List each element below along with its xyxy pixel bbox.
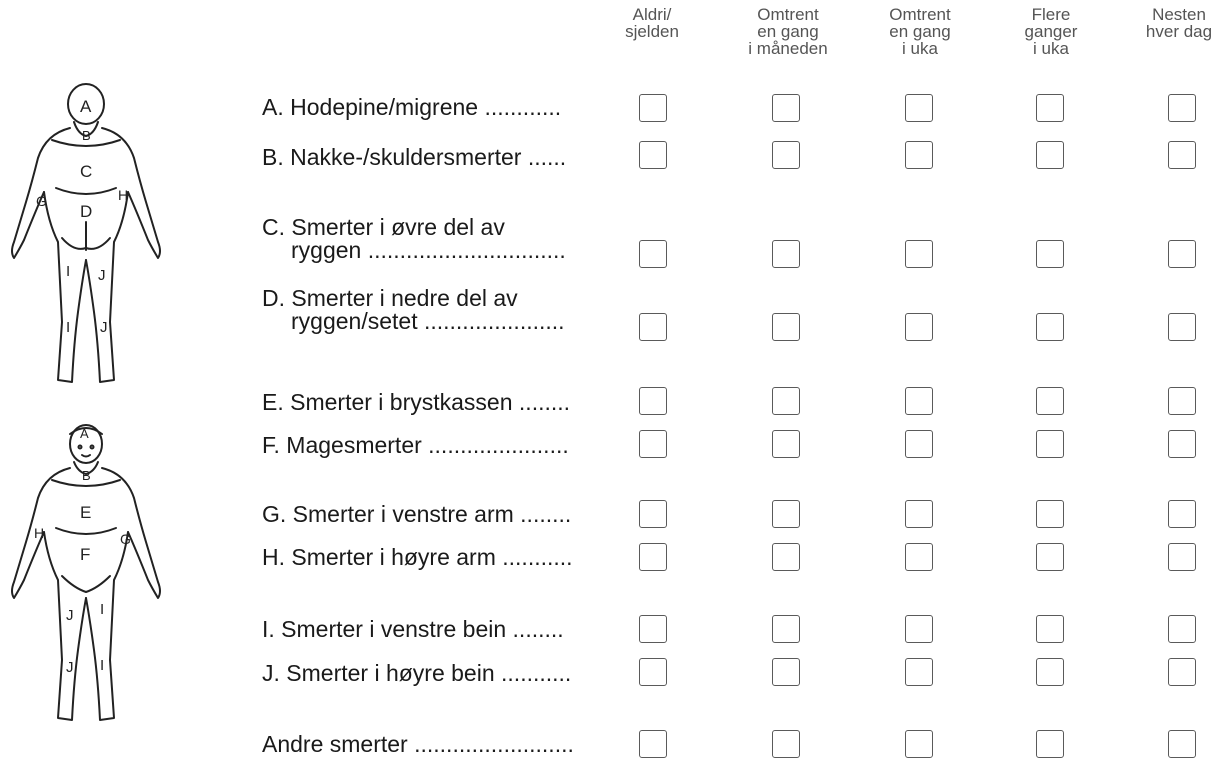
frequency-checkbox-r6-c0[interactable] — [639, 500, 667, 528]
frequency-checkbox-r10-c0[interactable] — [639, 730, 667, 758]
frequency-checkbox-r0-c2[interactable] — [905, 94, 933, 122]
frequency-checkbox-r9-c2[interactable] — [905, 658, 933, 686]
body-figure-back — [0, 82, 175, 402]
frequency-checkbox-r5-c2[interactable] — [905, 430, 933, 458]
figure-label-i-2: I — [66, 319, 71, 336]
frequency-checkbox-r5-c4[interactable] — [1168, 430, 1196, 458]
figure-label-a-front: A — [80, 426, 89, 441]
figure-label-b-front: B — [82, 468, 91, 483]
frequency-checkbox-r1-c2[interactable] — [905, 141, 933, 169]
row-label-brystkasse: E. Smerter i brystkassen ........ — [262, 389, 571, 415]
figure-label-j-front-1: J — [66, 607, 74, 624]
column-header-aldri: Aldri/ sjelden — [625, 5, 679, 41]
frequency-checkbox-r8-c0[interactable] — [639, 615, 667, 643]
figure-label-a: A — [80, 97, 92, 116]
frequency-checkbox-r1-c1[interactable] — [772, 141, 800, 169]
frequency-checkbox-r7-c2[interactable] — [905, 543, 933, 571]
frequency-checkbox-r5-c0[interactable] — [639, 430, 667, 458]
column-header-omtrent-maaned: Omtrent en gang i måneden — [748, 5, 828, 58]
frequency-checkbox-r8-c3[interactable] — [1036, 615, 1064, 643]
frequency-checkbox-r2-c3[interactable] — [1036, 240, 1064, 268]
frequency-checkbox-r4-c4[interactable] — [1168, 387, 1196, 415]
figure-label-h-front: H — [34, 525, 45, 541]
frequency-checkbox-r9-c4[interactable] — [1168, 658, 1196, 686]
frequency-checkbox-r6-c2[interactable] — [905, 500, 933, 528]
frequency-checkbox-r4-c1[interactable] — [772, 387, 800, 415]
frequency-checkbox-r5-c3[interactable] — [1036, 430, 1064, 458]
frequency-checkbox-r5-c1[interactable] — [772, 430, 800, 458]
frequency-checkbox-r2-c2[interactable] — [905, 240, 933, 268]
frequency-checkbox-r7-c0[interactable] — [639, 543, 667, 571]
figure-label-b: B — [82, 128, 91, 143]
figure-label-i-front-1: I — [100, 601, 105, 618]
frequency-checkbox-r10-c2[interactable] — [905, 730, 933, 758]
frequency-checkbox-r0-c4[interactable] — [1168, 94, 1196, 122]
frequency-checkbox-r1-c0[interactable] — [639, 141, 667, 169]
frequency-checkbox-r3-c3[interactable] — [1036, 313, 1064, 341]
figure-label-g-front: G — [120, 531, 131, 547]
frequency-checkbox-r0-c0[interactable] — [639, 94, 667, 122]
frequency-checkbox-r3-c1[interactable] — [772, 313, 800, 341]
figure-label-d: D — [80, 202, 93, 221]
frequency-checkbox-r10-c1[interactable] — [772, 730, 800, 758]
row-label-ovre-rygg: C. Smerter i øvre del av ryggen ............................... — [262, 214, 566, 263]
row-label-nedre-rygg: D. Smerter i nedre del av ryggen/setet ...................... — [262, 285, 565, 334]
frequency-checkbox-r6-c3[interactable] — [1036, 500, 1064, 528]
frequency-checkbox-r9-c3[interactable] — [1036, 658, 1064, 686]
body-figure-front — [0, 420, 175, 740]
frequency-checkbox-r4-c0[interactable] — [639, 387, 667, 415]
figure-label-e: E — [80, 503, 92, 522]
frequency-checkbox-r8-c2[interactable] — [905, 615, 933, 643]
figure-label-g: G — [36, 193, 47, 209]
frequency-checkbox-r9-c0[interactable] — [639, 658, 667, 686]
column-header-flere-ganger: Flere ganger i uka — [1024, 5, 1078, 58]
frequency-checkbox-r2-c1[interactable] — [772, 240, 800, 268]
figure-label-j-2: J — [100, 319, 108, 336]
frequency-checkbox-r7-c3[interactable] — [1036, 543, 1064, 571]
figure-label-i-front-2: I — [100, 657, 105, 674]
column-header-nesten-hver-dag: Nesten hver dag — [1145, 5, 1213, 41]
frequency-checkbox-r10-c4[interactable] — [1168, 730, 1196, 758]
frequency-checkbox-r3-c4[interactable] — [1168, 313, 1196, 341]
row-label-magesmerter: F. Magesmerter ...................... — [262, 432, 569, 458]
row-label-venstre-arm: G. Smerter i venstre arm ........ — [262, 501, 572, 527]
row-label-hoyre-arm: H. Smerter i høyre arm ........... — [262, 544, 573, 570]
frequency-checkbox-r7-c1[interactable] — [772, 543, 800, 571]
figure-label-i-1: I — [66, 263, 71, 280]
frequency-checkbox-r6-c4[interactable] — [1168, 500, 1196, 528]
row-label-hoyre-bein: J. Smerter i høyre bein ........... — [262, 660, 572, 686]
frequency-checkbox-r2-c4[interactable] — [1168, 240, 1196, 268]
frequency-checkbox-r4-c3[interactable] — [1036, 387, 1064, 415]
frequency-checkbox-r8-c1[interactable] — [772, 615, 800, 643]
figure-label-j-1: J — [98, 267, 106, 284]
frequency-checkbox-r4-c2[interactable] — [905, 387, 933, 415]
row-label-nakke-skulder: B. Nakke-/skuldersmerter ...... — [262, 144, 567, 170]
frequency-checkbox-r6-c1[interactable] — [772, 500, 800, 528]
frequency-checkbox-r2-c0[interactable] — [639, 240, 667, 268]
frequency-checkbox-r1-c4[interactable] — [1168, 141, 1196, 169]
frequency-checkbox-r1-c3[interactable] — [1036, 141, 1064, 169]
frequency-checkbox-r7-c4[interactable] — [1168, 543, 1196, 571]
frequency-checkbox-r3-c2[interactable] — [905, 313, 933, 341]
frequency-checkbox-r3-c0[interactable] — [639, 313, 667, 341]
frequency-checkbox-r8-c4[interactable] — [1168, 615, 1196, 643]
row-label-venstre-bein: I. Smerter i venstre bein ........ — [262, 616, 564, 642]
figure-label-f: F — [80, 545, 91, 564]
frequency-checkbox-r9-c1[interactable] — [772, 658, 800, 686]
figure-label-j-front-2: J — [66, 659, 74, 676]
column-header-omtrent-uka: Omtrent en gang i uka — [889, 5, 951, 58]
row-label-hodepine: A. Hodepine/migrene ............ — [262, 94, 562, 120]
frequency-checkbox-r0-c1[interactable] — [772, 94, 800, 122]
frequency-checkbox-r10-c3[interactable] — [1036, 730, 1064, 758]
figure-label-c: C — [80, 162, 93, 181]
figure-label-h: H — [118, 187, 129, 203]
frequency-checkbox-r0-c3[interactable] — [1036, 94, 1064, 122]
row-label-andre-smerter: Andre smerter ......................... — [262, 731, 574, 757]
